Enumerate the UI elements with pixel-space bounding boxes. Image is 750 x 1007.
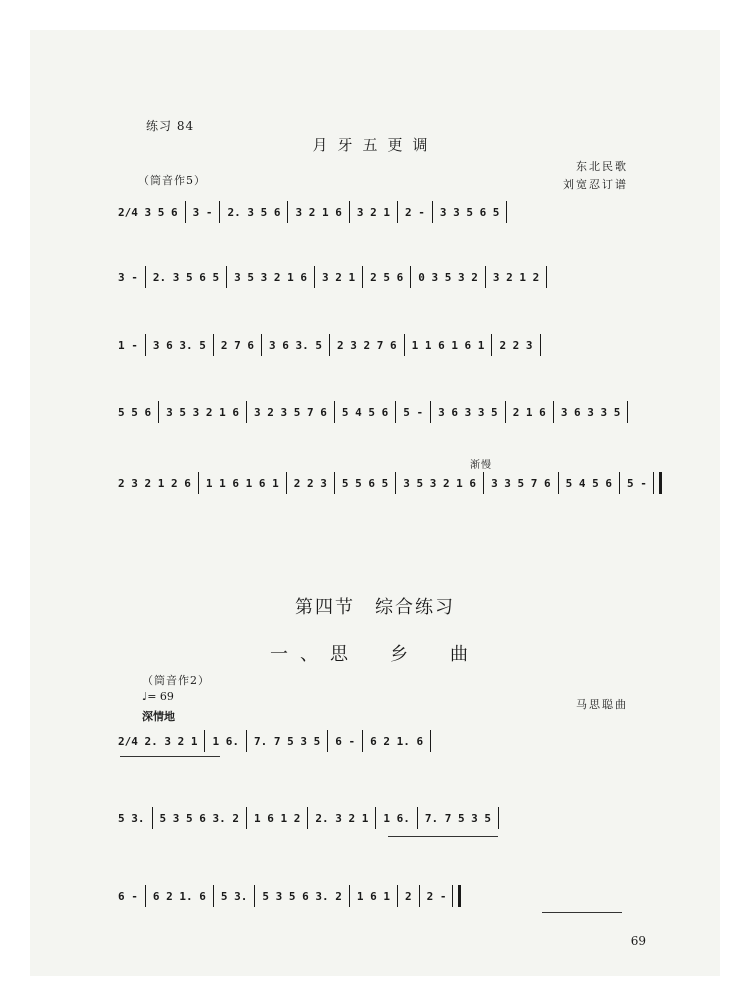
staff-line-6 bbox=[118, 730, 718, 752]
measure: 3 6 3. 5 bbox=[152, 338, 206, 352]
measure: 0 3 5 3 2 bbox=[418, 270, 478, 284]
barline bbox=[397, 885, 398, 907]
barline bbox=[145, 885, 146, 907]
barline bbox=[362, 730, 363, 752]
barline bbox=[627, 401, 628, 423]
key-note: （筒音作5） bbox=[138, 174, 206, 187]
measure: 2 2 3 bbox=[499, 338, 533, 352]
barline bbox=[158, 401, 159, 423]
measure: 3 3 5 7 6 bbox=[491, 476, 551, 490]
barline bbox=[213, 885, 214, 907]
measure: 2. 3 2 1 bbox=[315, 811, 369, 825]
barline bbox=[395, 472, 396, 494]
measure: 1 1 6 1 6 1 bbox=[411, 338, 485, 352]
measure: 2. 3 5 6 5 bbox=[152, 270, 220, 284]
barline bbox=[198, 472, 199, 494]
measure: 3 2 1 bbox=[321, 270, 356, 284]
staff-line-1 bbox=[118, 201, 718, 223]
barline bbox=[286, 472, 287, 494]
barline bbox=[417, 807, 418, 829]
measure: 3 5 3 2 1 6 bbox=[166, 405, 239, 419]
measure: 2/4 2. 3 2 1 bbox=[118, 734, 198, 748]
barline bbox=[261, 334, 262, 356]
song-arranger: 刘宽忍订谱 bbox=[563, 178, 628, 191]
key-note-2: （筒音作2） bbox=[142, 674, 210, 687]
measure: 3 2 1 bbox=[356, 205, 390, 219]
measure: 6 - bbox=[118, 889, 138, 903]
barline bbox=[185, 201, 186, 223]
measure: 3 6 3 3 5 bbox=[438, 405, 498, 419]
barline bbox=[375, 807, 376, 829]
exercise-label: 练习 84 bbox=[146, 119, 195, 133]
barline bbox=[395, 401, 396, 423]
measure: 2 5 6 bbox=[370, 270, 404, 284]
measure: 2 - bbox=[426, 889, 447, 903]
measure: 5 - bbox=[403, 405, 424, 419]
measure: 6 2 1. 6 bbox=[370, 734, 424, 748]
barline bbox=[558, 472, 559, 494]
barline bbox=[410, 266, 411, 288]
measure: 1 6. bbox=[383, 811, 410, 825]
measure: 3 3 5 6 5 bbox=[439, 205, 500, 219]
measure: 3 2 1 6 bbox=[295, 205, 342, 219]
barline bbox=[287, 201, 288, 223]
barline bbox=[246, 807, 247, 829]
barline bbox=[349, 201, 350, 223]
barline bbox=[152, 807, 153, 829]
barline bbox=[329, 334, 330, 356]
barline bbox=[362, 266, 363, 288]
staff-line-7 bbox=[118, 807, 718, 829]
measure: 2 bbox=[404, 889, 412, 903]
barline bbox=[485, 266, 486, 288]
barline bbox=[404, 334, 405, 356]
measure: 2 3 2 1 2 6 bbox=[118, 476, 191, 490]
measure: 2 7 6 bbox=[220, 338, 254, 352]
barline bbox=[430, 401, 431, 423]
barline bbox=[505, 401, 506, 423]
measure: 3 - bbox=[118, 270, 138, 284]
barline bbox=[432, 201, 433, 223]
barline bbox=[553, 401, 554, 423]
barline bbox=[419, 885, 420, 907]
barline bbox=[334, 472, 335, 494]
measure: 5 3. bbox=[220, 889, 248, 903]
measure: 5 5 6 bbox=[118, 405, 152, 419]
composer-credit: 马思聪曲 bbox=[576, 698, 628, 711]
measure: 5 5 6 5 bbox=[341, 476, 389, 490]
barline bbox=[498, 807, 499, 829]
barline bbox=[506, 201, 507, 223]
barline bbox=[219, 201, 220, 223]
measure: 2 1 6 bbox=[512, 405, 546, 419]
measure: 6 - bbox=[335, 734, 356, 748]
measure: 3 6 3. 5 bbox=[268, 338, 322, 352]
barline bbox=[213, 334, 214, 356]
measure: 1 - bbox=[118, 338, 138, 352]
measure: 7. 7 5 3 5 bbox=[253, 734, 321, 748]
barline bbox=[540, 334, 541, 356]
barline bbox=[430, 730, 431, 752]
staff-line-5 bbox=[118, 472, 718, 494]
measure: 5 3 5 6 3. 2 bbox=[159, 811, 239, 825]
measure: 3 - bbox=[192, 205, 213, 219]
measure: 6 2 1. 6 bbox=[152, 889, 206, 903]
barline bbox=[349, 885, 350, 907]
barline bbox=[246, 730, 247, 752]
measure: 1 6 1 bbox=[356, 889, 390, 903]
measure: 5 3. bbox=[118, 811, 145, 825]
barline bbox=[145, 334, 146, 356]
measure: 2. 3 5 6 bbox=[227, 205, 281, 219]
slur-mark bbox=[542, 912, 622, 913]
slur-mark bbox=[120, 756, 220, 757]
barline bbox=[145, 266, 146, 288]
measure: 3 2 3 5 7 6 bbox=[253, 405, 327, 419]
measure: 3 5 3 2 1 6 bbox=[234, 270, 307, 284]
barline bbox=[483, 472, 484, 494]
slur-mark bbox=[388, 836, 498, 837]
barline bbox=[226, 266, 227, 288]
measure: 1 6 1 2 bbox=[253, 811, 301, 825]
measure: 2 3 2 7 6 bbox=[336, 338, 397, 352]
measure: 3 2 1 2 bbox=[492, 270, 540, 284]
barline bbox=[397, 201, 398, 223]
measure: 5 4 5 6 bbox=[565, 476, 613, 490]
barline bbox=[619, 472, 620, 494]
barline bbox=[653, 472, 662, 494]
measure: 5 4 5 6 bbox=[341, 405, 389, 419]
barline bbox=[246, 401, 247, 423]
song-title: 月牙五更调 bbox=[312, 136, 438, 154]
tempo-annotation: 渐慢 bbox=[470, 460, 492, 471]
measure: 2 2 3 bbox=[293, 476, 327, 490]
barline bbox=[491, 334, 492, 356]
measure: 3 6 3 3 5 bbox=[560, 405, 621, 419]
measure: 5 - bbox=[627, 476, 647, 490]
barline bbox=[327, 730, 328, 752]
staff-line-8 bbox=[118, 885, 718, 907]
measure: 1 1 6 1 6 1 bbox=[205, 476, 279, 490]
barline bbox=[314, 266, 315, 288]
measure: 3 5 3 2 1 6 bbox=[403, 476, 477, 490]
measure: 7. 7 5 3 5 bbox=[424, 811, 492, 825]
staff-line-3 bbox=[118, 334, 718, 356]
barline bbox=[254, 885, 255, 907]
measure: 1 6. bbox=[212, 734, 239, 748]
song-origin: 东北民歌 bbox=[576, 160, 628, 173]
measure: 2/4 3 5 6 bbox=[118, 205, 178, 219]
staff-line-2 bbox=[118, 266, 718, 288]
barline bbox=[204, 730, 205, 752]
staff-line-4 bbox=[118, 401, 718, 423]
tempo-marking: ♩= 69 bbox=[142, 690, 174, 703]
barline bbox=[452, 885, 461, 907]
expression-marking: 深情地 bbox=[142, 710, 175, 723]
measure: 5 3 5 6 3. 2 bbox=[262, 889, 342, 903]
barline bbox=[307, 807, 308, 829]
piece-title: 一、思 乡 曲 bbox=[270, 644, 480, 665]
section-heading: 第四节 综合练习 bbox=[295, 597, 455, 618]
barline bbox=[334, 401, 335, 423]
page-number: 69 bbox=[630, 934, 646, 948]
score-page bbox=[30, 30, 720, 976]
measure: 2 - bbox=[404, 205, 425, 219]
barline bbox=[546, 266, 547, 288]
